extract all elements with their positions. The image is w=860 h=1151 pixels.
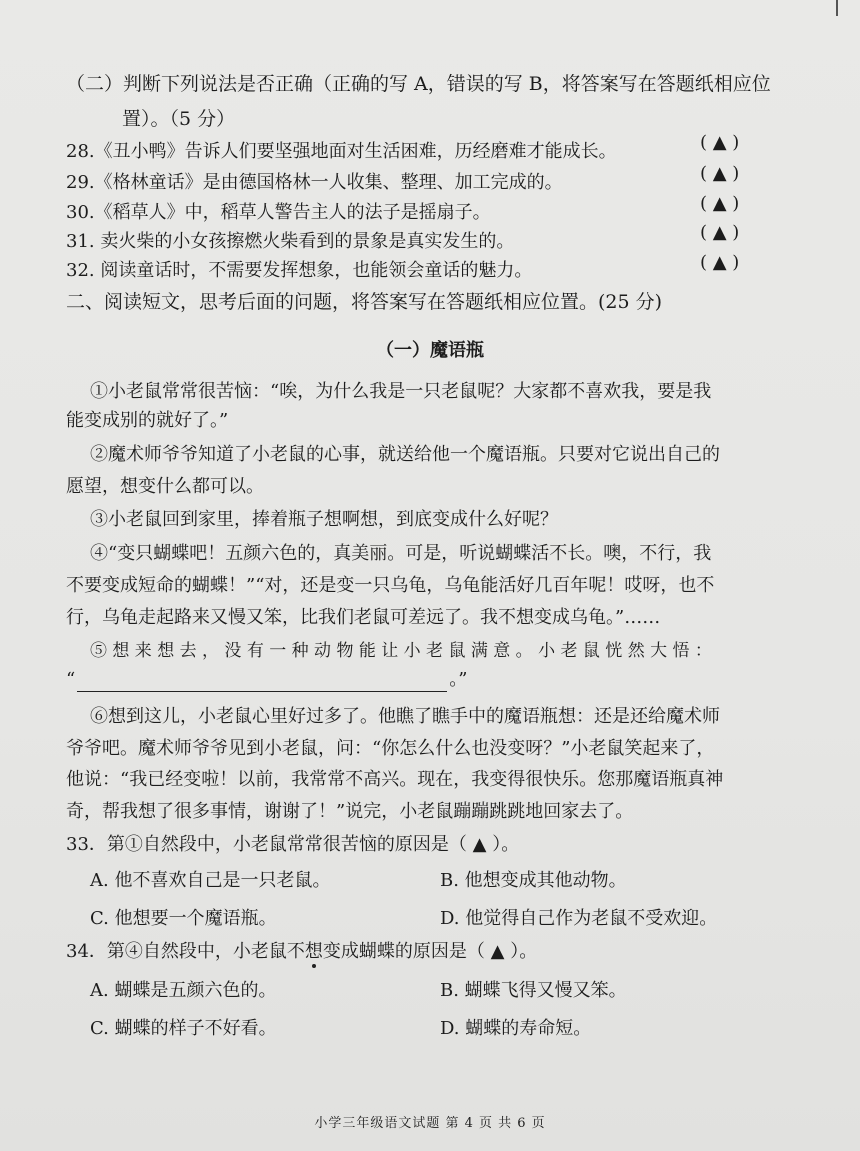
judge-item-28: 28.《丑小鸭》告诉人们要坚强地面对生活困难，历经磨难才能成长。 (66, 141, 617, 162)
paragraph-5-blank (66, 668, 467, 692)
answer-slot-32: ( ▲ ) (700, 252, 740, 273)
question-33-option-d: D. 他觉得自己作为老鼠不受欢迎。 (440, 908, 718, 929)
blank-close-quote: 。” (449, 669, 468, 690)
paragraph-2-line1: ②魔术师爷爷知道了小老鼠的心事，就送给他一个魔语瓶。只要对它说出自己的 (90, 444, 720, 465)
blank-open-quote: “ (66, 669, 76, 690)
paragraph-4-line2: 不要变成短命的蝴蝶！”“对，还是变一只乌龟，乌龟能活好几百年呢！哎呀，也不 (66, 575, 715, 596)
answer-slot-29: ( ▲ ) (700, 163, 740, 184)
judge-item-32: 32. 阅读童话时，不需要发挥想象，也能领会童话的魅力。 (66, 260, 533, 281)
question-33-option-c: C. 他想要一个魔语瓶。 (90, 908, 277, 929)
question-34-stem-pre: 34．第④自然段中，小老鼠不 (66, 941, 305, 962)
page-footer: 小学三年级语文试题 第 4 页 共 6 页 (314, 1116, 546, 1131)
paragraph-6-line2: 爷爷吧。魔术师爷爷见到小老鼠，问：“你怎么什么也没变呀？”小老鼠笑起来了， (66, 738, 715, 759)
judge-item-31: 31. 卖火柴的小女孩擦燃火柴看到的景象是真实发生的。 (66, 231, 515, 252)
fill-in-blank[interactable] (77, 673, 447, 692)
passage-title: （一）魔语瓶 (376, 340, 484, 361)
reading-section-title: 二、阅读短文，思考后面的问题，将答案写在答题纸相应位置。(25 分) (66, 291, 663, 313)
question-34-option-d: D. 蝴蝶的寿命短。 (440, 1018, 592, 1039)
answer-slot-28: ( ▲ ) (700, 132, 740, 153)
question-34-option-c: C. 蝴蝶的样子不好看。 (90, 1018, 277, 1039)
answer-slot-30: ( ▲ ) (700, 193, 740, 214)
question-34-stem-post: 变成蝴蝶的原因是（ ▲ ）。 (322, 941, 538, 962)
judge-item-30: 30.《稻草人》中，稻草人警告主人的法子是摇扇子。 (66, 202, 491, 223)
judge-item-29: 29.《格林童话》是由德国格林一人收集、整理、加工完成的。 (66, 172, 563, 193)
paragraph-1-line1: ①小老鼠常常很苦恼：“唉，为什么我是一只老鼠呢？大家都不喜欢我，要是我 (90, 381, 712, 402)
paragraph-3: ③小老鼠回到家里，捧着瓶子想啊想，到底变成什么好呢？ (90, 509, 558, 530)
paragraph-6-line4: 奇，帮我想了很多事情，谢谢了！”说完，小老鼠蹦蹦跳跳地回家去了。 (66, 801, 634, 822)
judge-section-title-line2: 置）。（5 分） (122, 108, 236, 130)
paragraph-2-line2: 愿望，想变什么都可以。 (66, 476, 264, 497)
answer-slot-31: ( ▲ ) (700, 222, 740, 243)
paragraph-1-line2: 能变成别的就好了。” (66, 410, 229, 431)
page-edge-mark (836, 0, 838, 16)
question-34-option-a: A. 蝴蝶是五颜六色的。 (90, 980, 277, 1001)
question-34-stem (66, 940, 537, 964)
question-34-emphasis: 想 (304, 941, 323, 962)
paragraph-4-line1: ④“变只蝴蝶吧！五颜六色的，真美丽。可是，听说蝴蝶活不长。噢，不行，我 (90, 543, 712, 564)
paragraph-6-line1: ⑥想到这儿，小老鼠心里好过多了。他瞧了瞧手中的魔语瓶想：还是还给魔术师 (90, 706, 720, 727)
question-34-option-b: B. 蝴蝶飞得又慢又笨。 (440, 980, 627, 1001)
question-33-stem: 33．第①自然段中，小老鼠常常很苦恼的原因是（ ▲ ）。 (66, 834, 520, 855)
judge-section-title-line1: （二）判断下列说法是否正确（正确的写 A，错误的写 B，将答案写在答题纸相应位 (66, 73, 771, 95)
paragraph-5-line1: ⑤ 想 来 想 去 ， 没 有 一 种 动 物 能 让 小 老 鼠 满 意 。 小 老 鼠 恍 然 大 悟 ： (90, 641, 712, 661)
question-33-option-a: A. 他不喜欢自己是一只老鼠。 (90, 870, 331, 891)
question-33-option-b: B. 他想变成其他动物。 (440, 870, 627, 891)
paragraph-6-line3: 他说：“我已经变啦！以前，我常常不高兴。现在，我变得很快乐。您那魔语瓶真神 (66, 769, 724, 790)
paragraph-4-line3: 行，乌龟走起路来又慢又笨，比我们老鼠可差远了。我不想变成乌龟。”…… (66, 607, 661, 628)
